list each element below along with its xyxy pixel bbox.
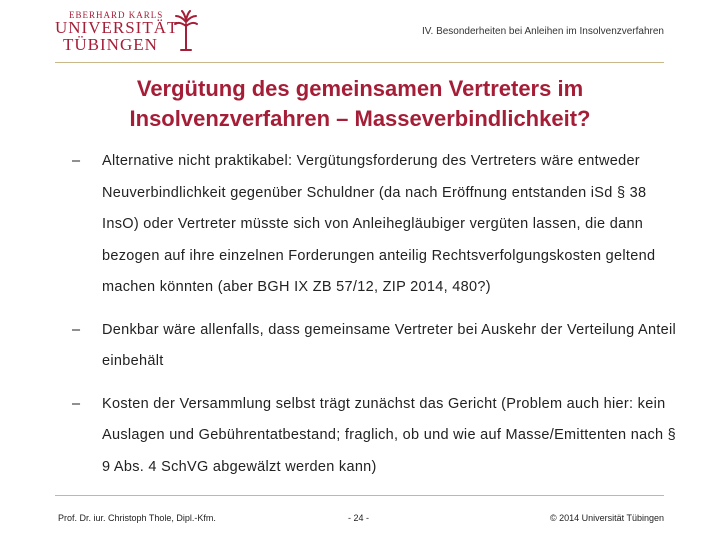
bullet-item bbox=[72, 146, 682, 304]
slide-title: Vergütung des gemeinsamen Vertreters im Insolvenzverfahren – Masseverbindlichkeit? bbox=[129, 76, 591, 131]
bullet-text: Denkbar wäre allenfalls, dass gemeinsame Vertreter bei Auskehr der Verteilung Anteil einbehält bbox=[102, 321, 677, 369]
logo-text-small: EBERHARD KARLS bbox=[69, 10, 164, 20]
footer-copyright: © 2014 Universität Tübingen bbox=[549, 513, 664, 523]
footer-divider bbox=[55, 495, 664, 496]
bullet-dash: – bbox=[72, 321, 81, 338]
bullet-dash: – bbox=[72, 395, 81, 412]
bullet-text: Alternative nicht praktikabel: Vergütungsforderung des Vertreters wäre entweder Neuverbindlichkeit gegenüber Schuldner (da nach Eröffnung entstanden iSd § 38 InsO) oder Vertreter müsste sich von Anleihegläubiger vergüten lassen, die dann bezogen auf ihre einzelnen Forderungen anteilig Rechtsverfolgungskosten geltend machen könnten (aber BGH IX ZB 57/12, ZIP 2014, 480?) bbox=[102, 153, 656, 295]
bullet-item bbox=[72, 389, 682, 484]
university-logo bbox=[55, 10, 200, 54]
bullet-item bbox=[72, 315, 682, 378]
logo-text-universitaet: UNIVERSITÄT bbox=[55, 18, 179, 37]
footer-author: Prof. Dr. iur. Christoph Thole, Dipl.-Kfm. bbox=[58, 513, 216, 523]
section-header: IV. Besonderheiten bei Anleihen im Insolvenzverfahren bbox=[421, 26, 664, 37]
bullet-text: Kosten der Versammlung selbst trägt zunächst das Gericht (Problem auch hier: kein Auslagen und Gebührentatbestand; fraglich, ob und wie auf Masse/Emittenten nach § 9 Abs. 4 SchVG abgewälzt werden kann) bbox=[102, 395, 677, 475]
bullet-list bbox=[72, 146, 682, 494]
header-divider bbox=[55, 62, 664, 63]
page-number: - 24 - bbox=[348, 513, 370, 523]
bullet-dash: – bbox=[72, 153, 81, 169]
palm-tree-icon bbox=[173, 10, 199, 52]
logo-text-tuebingen: TÜBINGEN bbox=[63, 35, 158, 54]
